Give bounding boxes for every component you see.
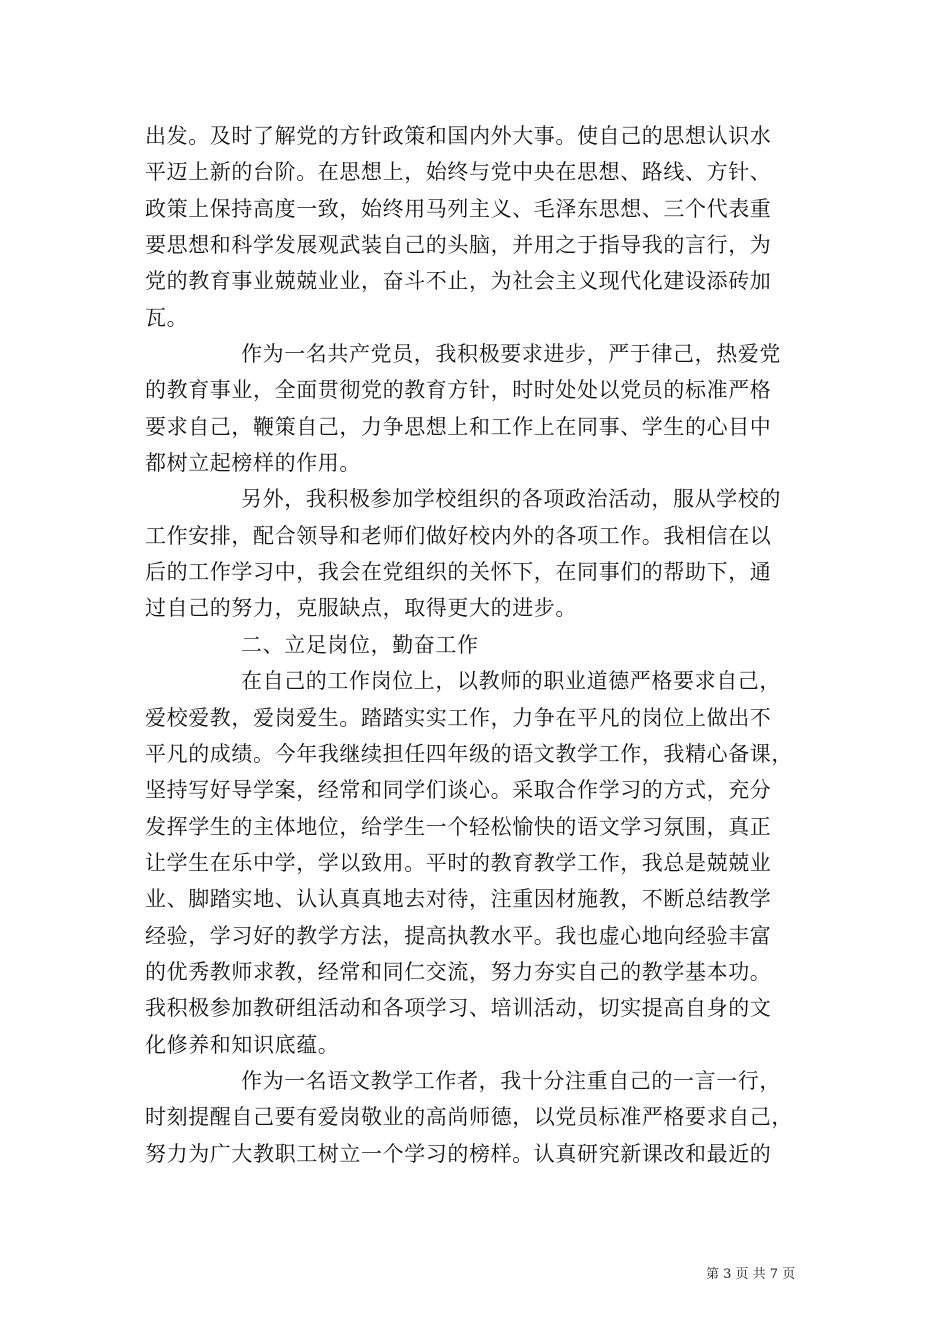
text-line: 二、立足岗位，勤奋工作 (241, 632, 479, 657)
text-line: 坚持写好导学案，经常和同学们谈心。采取合作学习的方式，充分 (145, 778, 772, 803)
text-line: 政策上保持高度一致，始终用马列主义、毛泽东思想、三个代表重 (145, 196, 772, 221)
text-line: 过自己的努力，克服缺点，取得更大的进步。 (145, 596, 577, 621)
text-line: 努力为广大教职工树立一个学习的榜样。认真研究新课改和最近的 (145, 1141, 772, 1166)
text-line: 的教育事业，全面贯彻党的教育方针，时时处处以党员的标准严格 (145, 378, 772, 403)
text-line: 要思想和科学发展观武装自己的头脑，并用之于指导我的言行，为 (145, 233, 772, 258)
text-line: 瓦。 (145, 305, 189, 330)
text-line: 业、脚踏实地、认认真真地去对待，注重因材施教，不断总结教学 (145, 887, 772, 912)
text-line: 经验，学习好的教学方法，提高执教水平。我也虚心地向经验丰富 (145, 923, 772, 948)
text-line: 让学生在乐中学，学以致用。平时的教育教学工作，我总是兢兢业 (145, 850, 772, 875)
text-line: 后的工作学习中，我会在党组织的关怀下，在同事们的帮助下，通 (145, 560, 772, 585)
text-line: 在自己的工作岗位上，以教师的职业道德严格要求自己， (241, 669, 781, 694)
text-line: 化修养和知识底蕴。 (145, 1032, 340, 1057)
text-line: 发挥学生的主体地位，给学生一个轻松愉快的语文学习氛围，真正 (145, 814, 772, 839)
text-line: 爱校爱教，爱岗爱生。踏踏实实工作，力争在平凡的岗位上做出不 (145, 705, 772, 730)
text-line: 另外，我积极参加学校组织的各项政治活动，服从学校的 (241, 487, 781, 512)
text-line: 我积极参加教研组活动和各项学习、培训活动，切实提高自身的文 (145, 996, 772, 1021)
text-line: 作为一名共产党员，我积极要求进步，严于律己，热爱党 (241, 342, 781, 367)
text-line: 时刻提醒自己要有爱岗敬业的高尚师德，以党员标准严格要求自己， (145, 1105, 793, 1130)
text-line: 要求自己，鞭策自己，力争思想上和工作上在同事、学生的心目中 (145, 414, 772, 439)
document-body (145, 118, 815, 1172)
text-line: 党的教育事业兢兢业业，奋斗不止，为社会主义现代化建设添砖加 (145, 269, 772, 294)
page-number-footer: 第 3 页 共 7 页 (706, 1267, 796, 1282)
text-line: 出发。及时了解党的方针政策和国内外大事。使自己的思想认识水 (145, 124, 772, 148)
text-line: 的优秀教师求教，经常和同仁交流，努力夯实自己的教学基本功。 (145, 959, 772, 984)
text-line: 平迈上新的台阶。在思想上，始终与党中央在思想、路线、方针、 (145, 160, 772, 185)
text-line: 平凡的成绩。今年我继续担任四年级的语文教学工作，我精心备课， (145, 741, 793, 766)
text-line: 工作安排，配合领导和老师们做好校内外的各项工作。我相信在以 (145, 523, 772, 548)
text-line: 都树立起榜样的作用。 (145, 451, 361, 476)
text-line: 作为一名语文教学工作者，我十分注重自己的一言一行， (241, 1068, 781, 1093)
